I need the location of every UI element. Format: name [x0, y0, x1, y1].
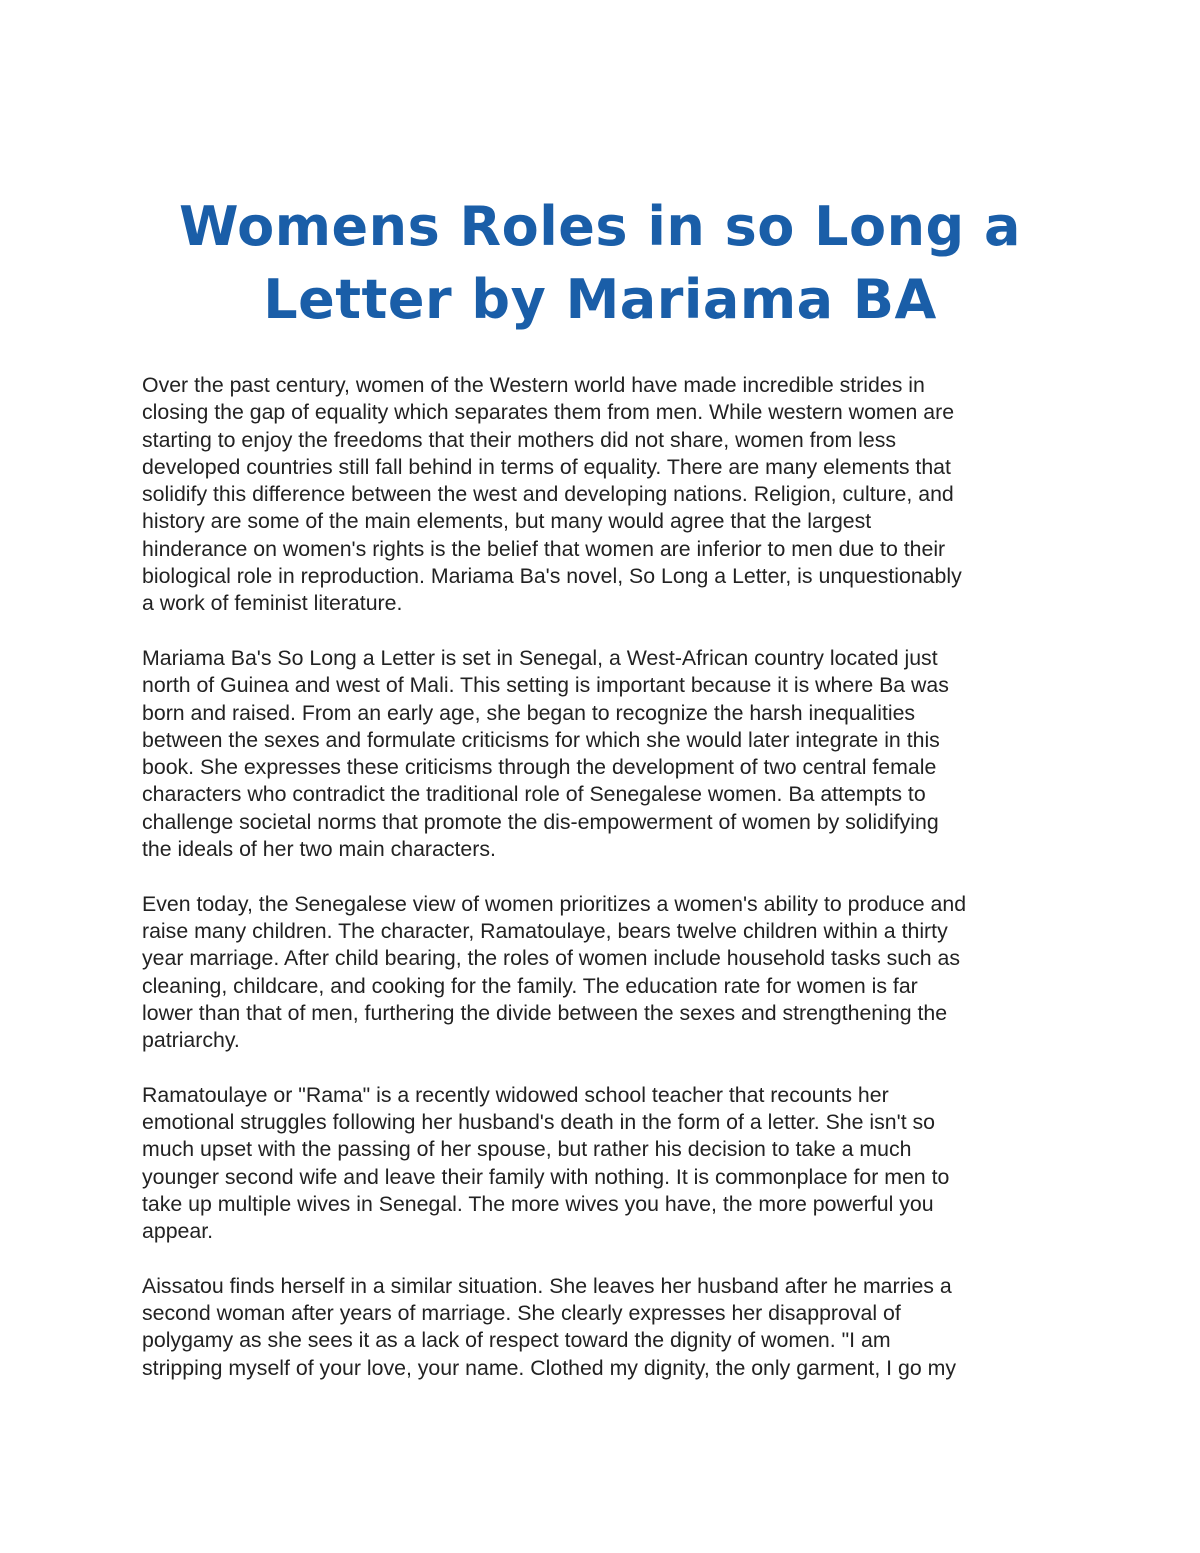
paragraph-4: Ramatoulaye or "Rama" is a recently widowed school teacher that recounts her emotional struggles following her husband's death in the form of a letter. She isn't so much upset with the passing of her spouse, but rather his decision to take a much younger second wife and leave their family with nothing. It is commonplace for men to take up multiple wives in Senegal. The more wives you have, the more powerful you appear.	[142, 1082, 950, 1244]
paragraph-3: Even today, the Senegalese view of women prioritizes a women's ability to produce and raise many children. The character, Ramatoulaye, bears twelve children within a thirty year marriage. After child bearing, the roles of women include household tasks such as cleaning, childcare, and cooking for the family. The education rate for women is far lower than that of men, furthering the divide between the sexes and strengthening the patriarchy.	[142, 891, 967, 1053]
document-body	[142, 372, 1062, 1409]
paragraph-2: Mariama Ba's So Long a Letter is set in Senegal, a West-African country located just north of Guinea and west of Mali. This setting is important because it is where Ba was born and raised. From an early age, she began to recognize the harsh inequalities between the sexes and formulate criticisms for which she would later integrate in this book. She expresses these criticisms through the development of two central female characters who contradict the traditional role of Senegalese women. Ba attempts to challenge societal norms that promote the dis-empowerment of women by solidifying the ideals of her two main characters.	[142, 645, 949, 862]
document-title: Womens Roles in so Long a Letter by Mariama BA	[179, 195, 1021, 331]
paragraph-5: Aissatou finds herself in a similar situation. She leaves her husband after he marries a second woman after years of marriage. She clearly expresses her disapproval of polygamy as she sees it as a lack of respect toward the dignity of women. "I am stripping myself of your love, your name. Clothed my dignity, the only garment, I go my	[142, 1273, 956, 1380]
paragraph-1: Over the past century, women of the Western world have made incredible strides in closing the gap of equality which separates them from men. While western women are starting to enjoy the freedoms that their mothers did not share, women from less developed countries still fall behind in terms of equality. There are many elements that solidify this difference between the west and developing nations. Religion, culture, and history are some of the main elements, but many would agree that the largest hinderance on women's rights is the belief that women are inferior to men due to their biological role in reproduction. Mariama Ba's novel, So Long a Letter, is unquestionably a work of feminist literature.	[142, 373, 962, 616]
